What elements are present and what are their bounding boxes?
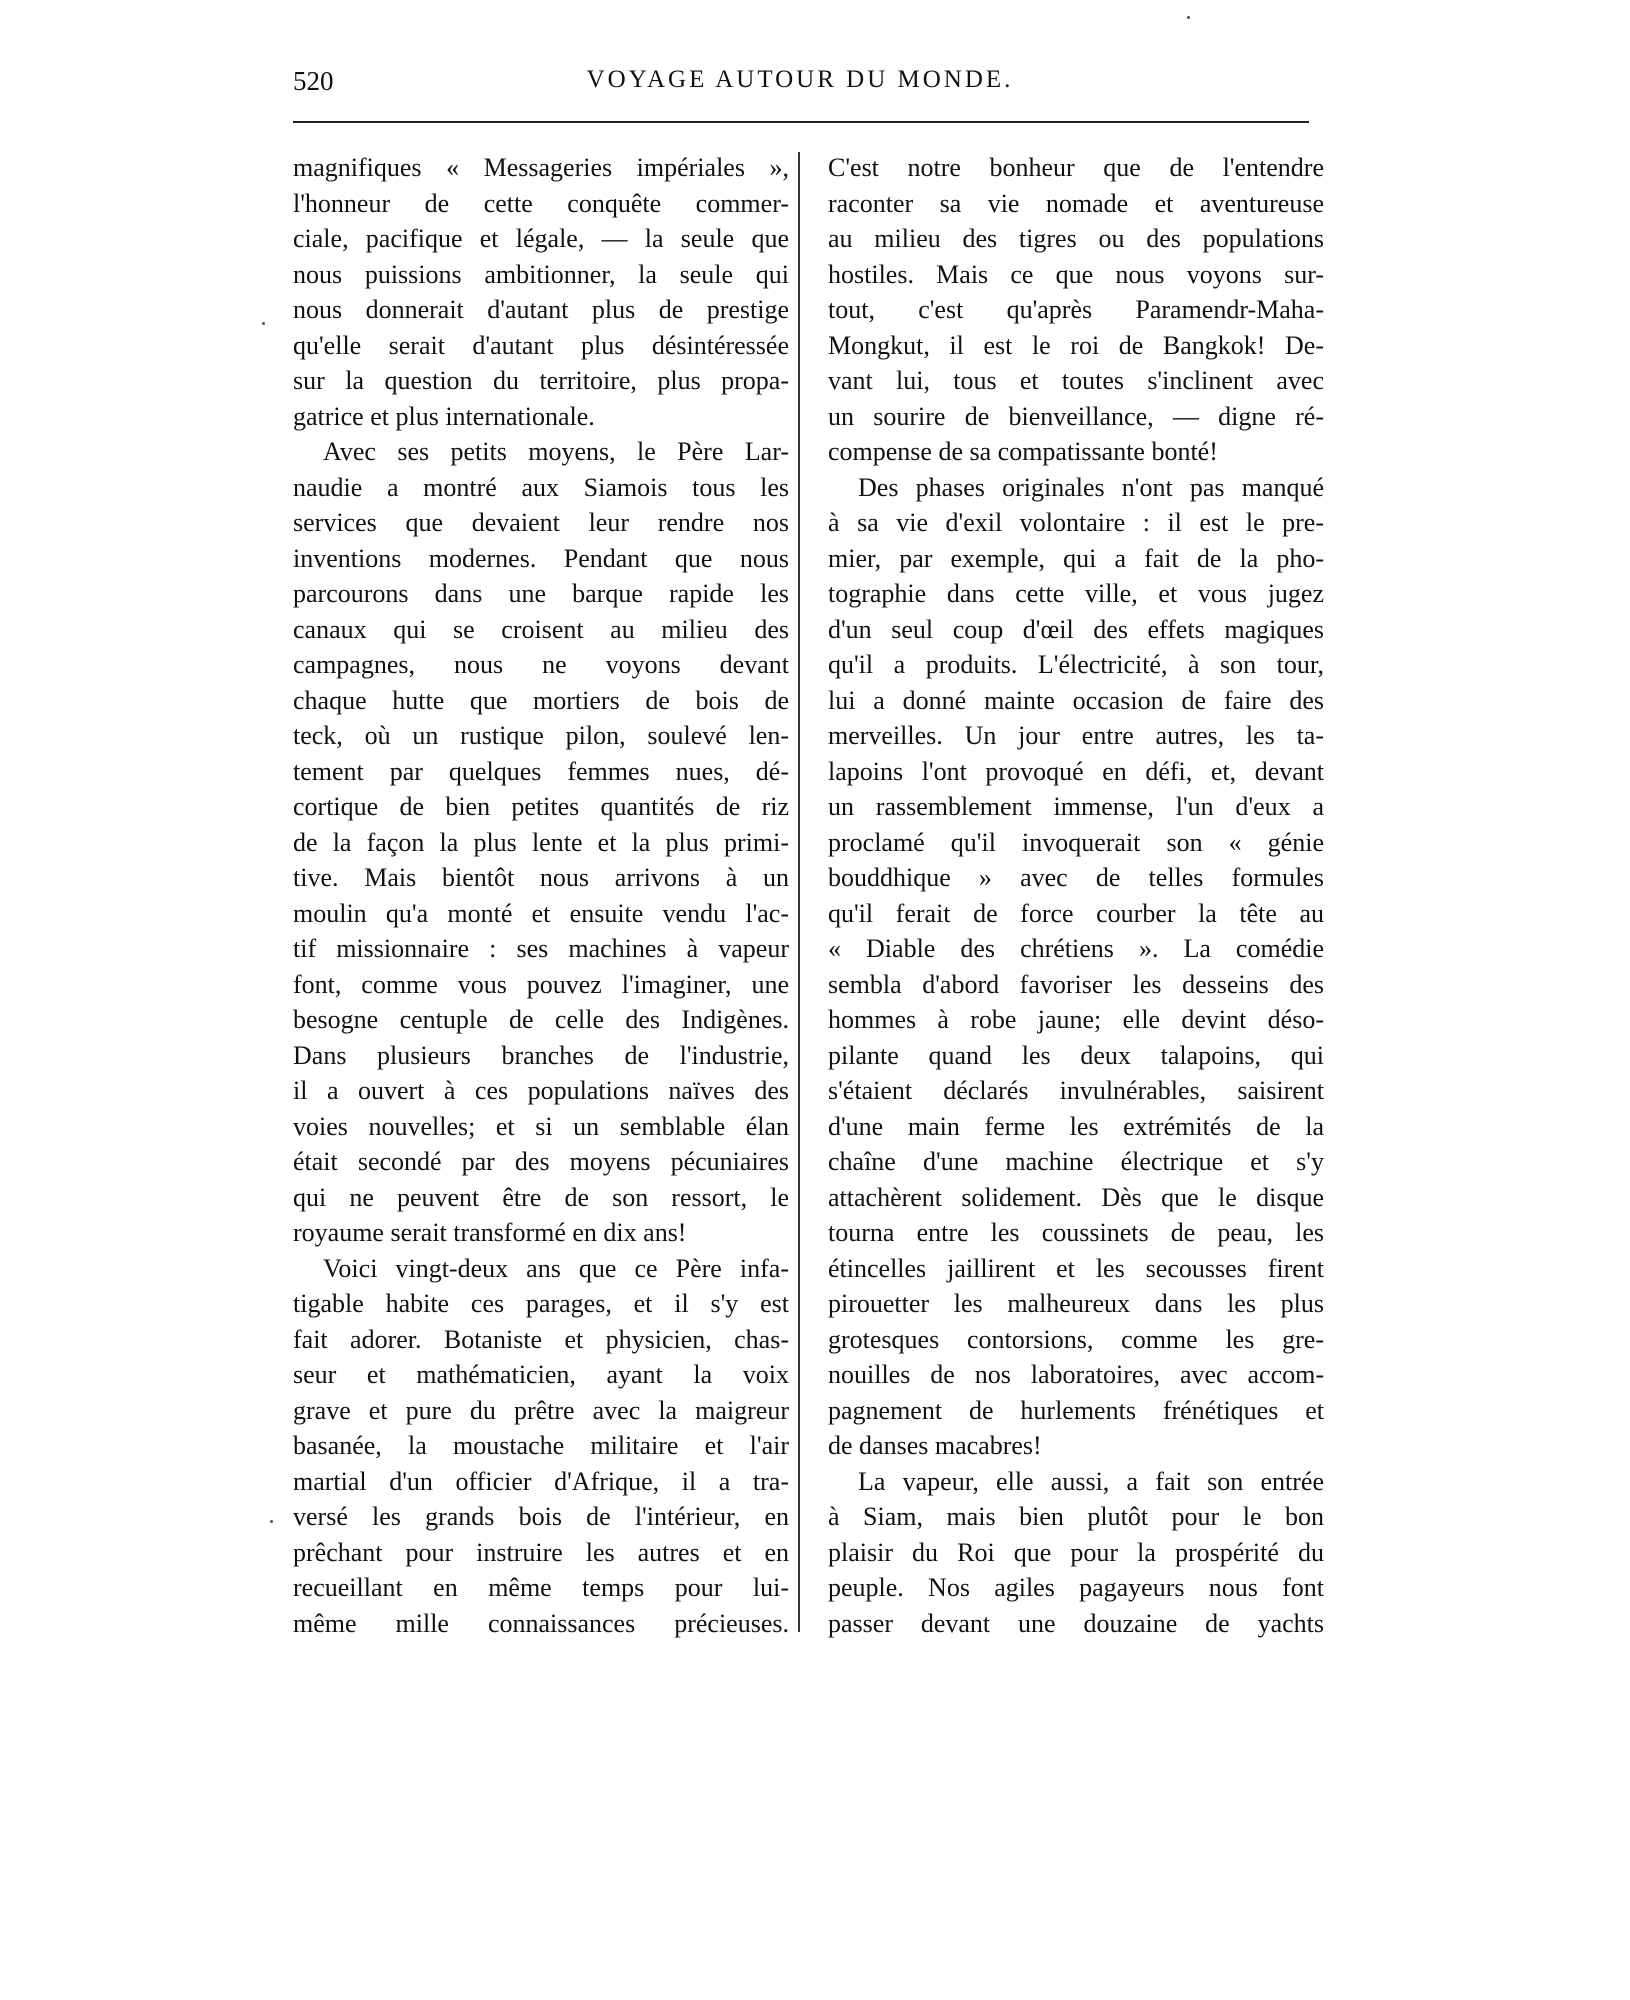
text-line: Voici vingt-deux ans que ce Père infa- — [323, 1253, 789, 1283]
text-line: tif missionnaire : ses machines à vapeur — [293, 934, 789, 963]
text-line: font, comme vous pouvez l'imaginer, une — [293, 969, 789, 999]
text-line: ciale, pacifique et légale, — la seule que — [293, 224, 789, 253]
text-line: s'étaient déclarés invulnérables, saisirent — [828, 1076, 1324, 1105]
text-line: de danses macabres! — [828, 1431, 1042, 1460]
text-line: tout, c'est qu'après Paramendr-Maha- — [828, 295, 1324, 324]
text-line: tement par quelques femmes nues, dé- — [293, 756, 789, 786]
text-line: peuple. Nos agiles pagayeurs nous font — [828, 1573, 1324, 1602]
text-line: magnifiques « Messageries impériales », — [293, 153, 789, 182]
text-line: nous puissions ambitionner, la seule qui — [293, 259, 789, 289]
text-line: lapoins l'ont provoqué en défi, et, devant — [828, 756, 1324, 786]
text-line: au milieu des tigres ou des populations — [828, 224, 1324, 253]
text-line: services que devaient leur rendre nos — [293, 508, 789, 537]
text-line: pagnement de hurlements frénétiques et — [828, 1395, 1324, 1425]
text-line: chaque hutte que mortiers de bois de — [293, 685, 789, 715]
text-line: C'est notre bonheur que de l'entendre — [828, 153, 1324, 182]
text-line: un sourire de bienveillance, — digne ré- — [828, 401, 1324, 431]
running-title: VOYAGE AUTOUR DU MONDE. — [586, 66, 1014, 93]
text-line: l'honneur de cette conquête commer- — [293, 188, 789, 218]
text-line: lui a donné mainte occasion de faire des — [828, 685, 1324, 715]
scan-speck — [1187, 16, 1190, 19]
text-line: chaîne d'une machine électrique et s'y — [828, 1147, 1324, 1176]
text-line: plaisir du Roi que pour la prospérité du — [828, 1537, 1324, 1567]
text-line: cortique de bien petites quantités de riz — [293, 792, 789, 821]
text-line: à Siam, mais bien plutôt pour le bon — [828, 1502, 1324, 1531]
text-line: martial d'un officier d'Afrique, il a tra- — [293, 1466, 789, 1496]
text-line: Avec ses petits moyens, le Père Lar- — [323, 437, 789, 466]
text-line: campagnes, nous ne voyons devant — [293, 650, 789, 679]
text-line: merveilles. Un jour entre autres, les ta- — [828, 721, 1324, 750]
text-line: recueillant en même temps pour lui- — [293, 1573, 789, 1602]
text-line: tographie dans cette ville, et vous jugez — [828, 579, 1324, 608]
text-line: à sa vie d'exil volontaire : il est le pre- — [828, 508, 1324, 537]
page-number: 520 — [293, 66, 334, 96]
text-line: d'un seul coup d'œil des effets magiques — [828, 614, 1324, 644]
text-line: hostiles. Mais ce que nous voyons sur- — [828, 259, 1324, 289]
text-line: grotesques contorsions, comme les gre- — [828, 1324, 1324, 1354]
header-rule — [293, 121, 1309, 123]
text-line: était secondé par des moyens pécuniaires — [293, 1147, 789, 1176]
text-line: canaux qui se croisent au milieu des — [293, 614, 789, 644]
text-line: « Diable des chrétiens ». La comédie — [828, 934, 1324, 963]
text-line: qu'elle serait d'autant plus désintéressée — [293, 330, 789, 360]
text-line: vant lui, tous et toutes s'inclinent avec — [828, 366, 1324, 395]
text-line: sembla d'abord favoriser les desseins des — [828, 969, 1324, 999]
text-line: proclamé qu'il invoquerait son « génie — [828, 827, 1324, 857]
text-line: pilante quand les deux talapoins, qui — [828, 1040, 1324, 1070]
text-line: bouddhique » avec de telles formules — [828, 863, 1324, 892]
text-line: voies nouvelles; et si un semblable élan — [293, 1111, 789, 1141]
text-line: parcourons dans une barque rapide les — [293, 579, 789, 608]
right-column — [828, 150, 1324, 1641]
text-line: qu'il a produits. L'électricité, à son tour, — [828, 650, 1324, 679]
text-line: compense de sa compatissante bonté! — [828, 437, 1218, 466]
text-line: naudie a montré aux Siamois tous les — [293, 472, 789, 502]
text-line: attachèrent solidement. Dès que le disque — [828, 1182, 1324, 1212]
text-line: tourna entre les coussinets de peau, les — [828, 1218, 1324, 1247]
text-line: Des phases originales n'ont pas manqué — [858, 472, 1324, 502]
text-line: mier, par exemple, qui a fait de la pho- — [828, 543, 1324, 573]
text-line: étincelles jaillirent et les secousses firent — [828, 1253, 1324, 1283]
text-line: Dans plusieurs branches de l'industrie, — [293, 1040, 789, 1070]
text-line: pirouetter les malheureux dans les plus — [828, 1289, 1324, 1318]
left-column — [293, 150, 789, 1641]
text-line: La vapeur, elle aussi, a fait son entrée — [858, 1466, 1324, 1496]
text-line: moulin qu'a monté et ensuite vendu l'ac- — [293, 898, 789, 928]
text-line: hommes à robe jaune; elle devint déso- — [828, 1005, 1324, 1034]
text-line: raconter sa vie nomade et aventureuse — [828, 188, 1324, 218]
text-line: nous donnerait d'autant plus de prestige — [293, 295, 789, 324]
text-line: seur et mathématicien, ayant la voix — [293, 1360, 789, 1389]
text-line: Mongkut, il est le roi de Bangkok! De- — [828, 330, 1324, 360]
text-line: teck, où un rustique pilon, soulevé len- — [293, 721, 789, 750]
text-line: sur la question du territoire, plus propa- — [293, 366, 789, 395]
text-line: grave et pure du prêtre avec la maigreur — [293, 1395, 789, 1425]
text-line: il a ouvert à ces populations naïves des — [293, 1076, 789, 1105]
text-line: versé les grands bois de l'intérieur, en — [293, 1502, 789, 1531]
text-line: inventions modernes. Pendant que nous — [293, 543, 789, 573]
text-line: besogne centuple de celle des Indigènes. — [293, 1005, 789, 1034]
text-line: basanée, la moustache militaire et l'air — [293, 1431, 789, 1460]
column-divider — [798, 152, 800, 1632]
text-line: de la façon la plus lente et la plus primi- — [293, 827, 789, 857]
scan-speck — [262, 322, 265, 325]
text-line: qu'il ferait de force courber la tête au — [828, 898, 1324, 928]
text-line: tive. Mais bientôt nous arrivons à un — [293, 863, 789, 892]
text-line: passer devant une douzaine de yachts — [828, 1608, 1324, 1638]
text-line: même mille connaissances précieuses. — [293, 1608, 789, 1638]
text-line: fait adorer. Botaniste et physicien, chas- — [293, 1324, 789, 1354]
text-line: qui ne peuvent être de son ressort, le — [293, 1182, 789, 1212]
text-line: prêchant pour instruire les autres et en — [293, 1537, 789, 1567]
text-line: gatrice et plus internationale. — [293, 401, 595, 431]
text-line: nouilles de nos laboratoires, avec accom- — [828, 1360, 1324, 1389]
text-line: royaume serait transformé en dix ans! — [293, 1218, 687, 1247]
text-line: tigable habite ces parages, et il s'y est — [293, 1289, 789, 1318]
text-line: d'une main ferme les extrémités de la — [828, 1111, 1324, 1141]
scan-speck — [270, 1520, 273, 1523]
text-line: un rassemblement immense, l'un d'eux a — [828, 792, 1324, 821]
